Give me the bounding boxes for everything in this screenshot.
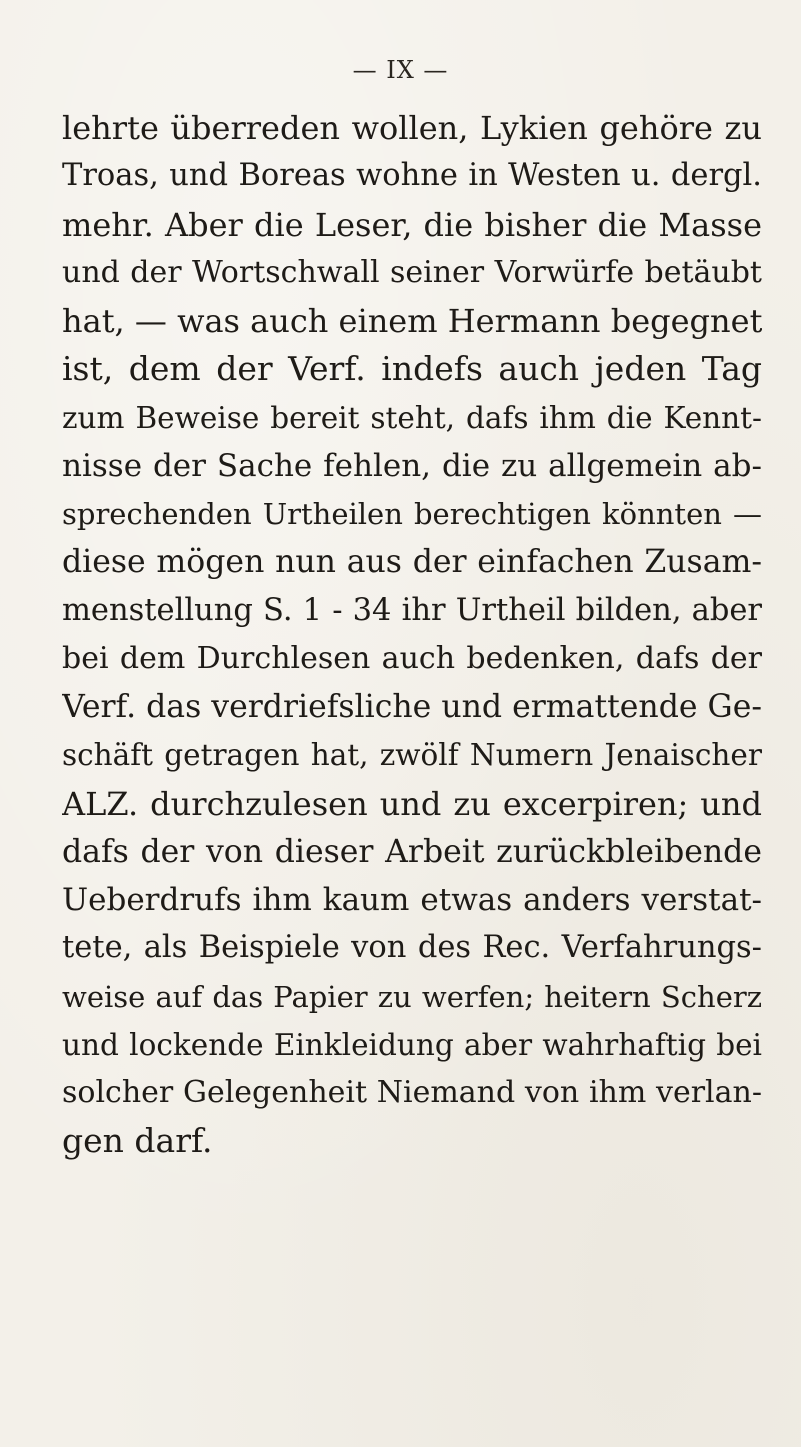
text-line: schäft getragen hat, zwölf Numern Jenaischer	[62, 738, 762, 773]
text-line: lehrte überreden wollen, Lykien gehöre zu	[62, 109, 762, 147]
text-line: und lockende Einkleidung aber wahrhaftig bei	[62, 1027, 762, 1062]
text-line: ist, dem der Verf. indefs auch jeden Tag	[62, 349, 762, 389]
text-line: Troas, und Boreas wohne in Westen u. dergl.	[62, 158, 762, 194]
text-line: tete, als Beispiele von des Rec. Verfahrungs-	[62, 930, 762, 966]
text-line-last: gen darf.	[62, 1121, 213, 1161]
body-text	[62, 104, 762, 1166]
text-line: ALZ. durchzulesen und zu excerpiren; und	[62, 784, 762, 823]
text-line: nisse der Sache fehlen, die zu allgemein ab-	[62, 447, 762, 484]
page-number-header: — IX —	[352, 56, 449, 84]
text-line: weise auf das Papier zu werfen; heitern Scherz	[62, 979, 762, 1014]
text-line: menstellung S. 1 - 34 ihr Urtheil bilden, aber	[62, 592, 762, 628]
text-line: Verf. das verdriefsliche und ermattende Ge-	[62, 689, 762, 725]
text-line: und der Wortschwall seiner Vorwürfe betäubt	[62, 254, 762, 290]
text-line: zum Beweise bereit steht, dafs ihm die Kennt-	[62, 400, 762, 435]
text-line: mehr. Aber die Leser, die bisher die Masse	[62, 205, 762, 244]
text-line: bei dem Durchlesen auch bedenken, dafs der	[62, 640, 762, 676]
text-line: solcher Gelegenheit Niemand von ihm verlan-	[62, 1075, 762, 1110]
text-line: hat, — was auch einem Hermann begegnet	[62, 302, 762, 340]
text-line: dafs der von dieser Arbeit zurückbleibende	[62, 833, 762, 870]
text-line: Ueberdrufs ihm kaum etwas anders verstat-	[62, 882, 762, 918]
text-line: diese mögen nun aus der einfachen Zusam-	[62, 544, 762, 581]
text-line: sprechenden Urtheilen berechtigen könnten —	[62, 497, 762, 531]
